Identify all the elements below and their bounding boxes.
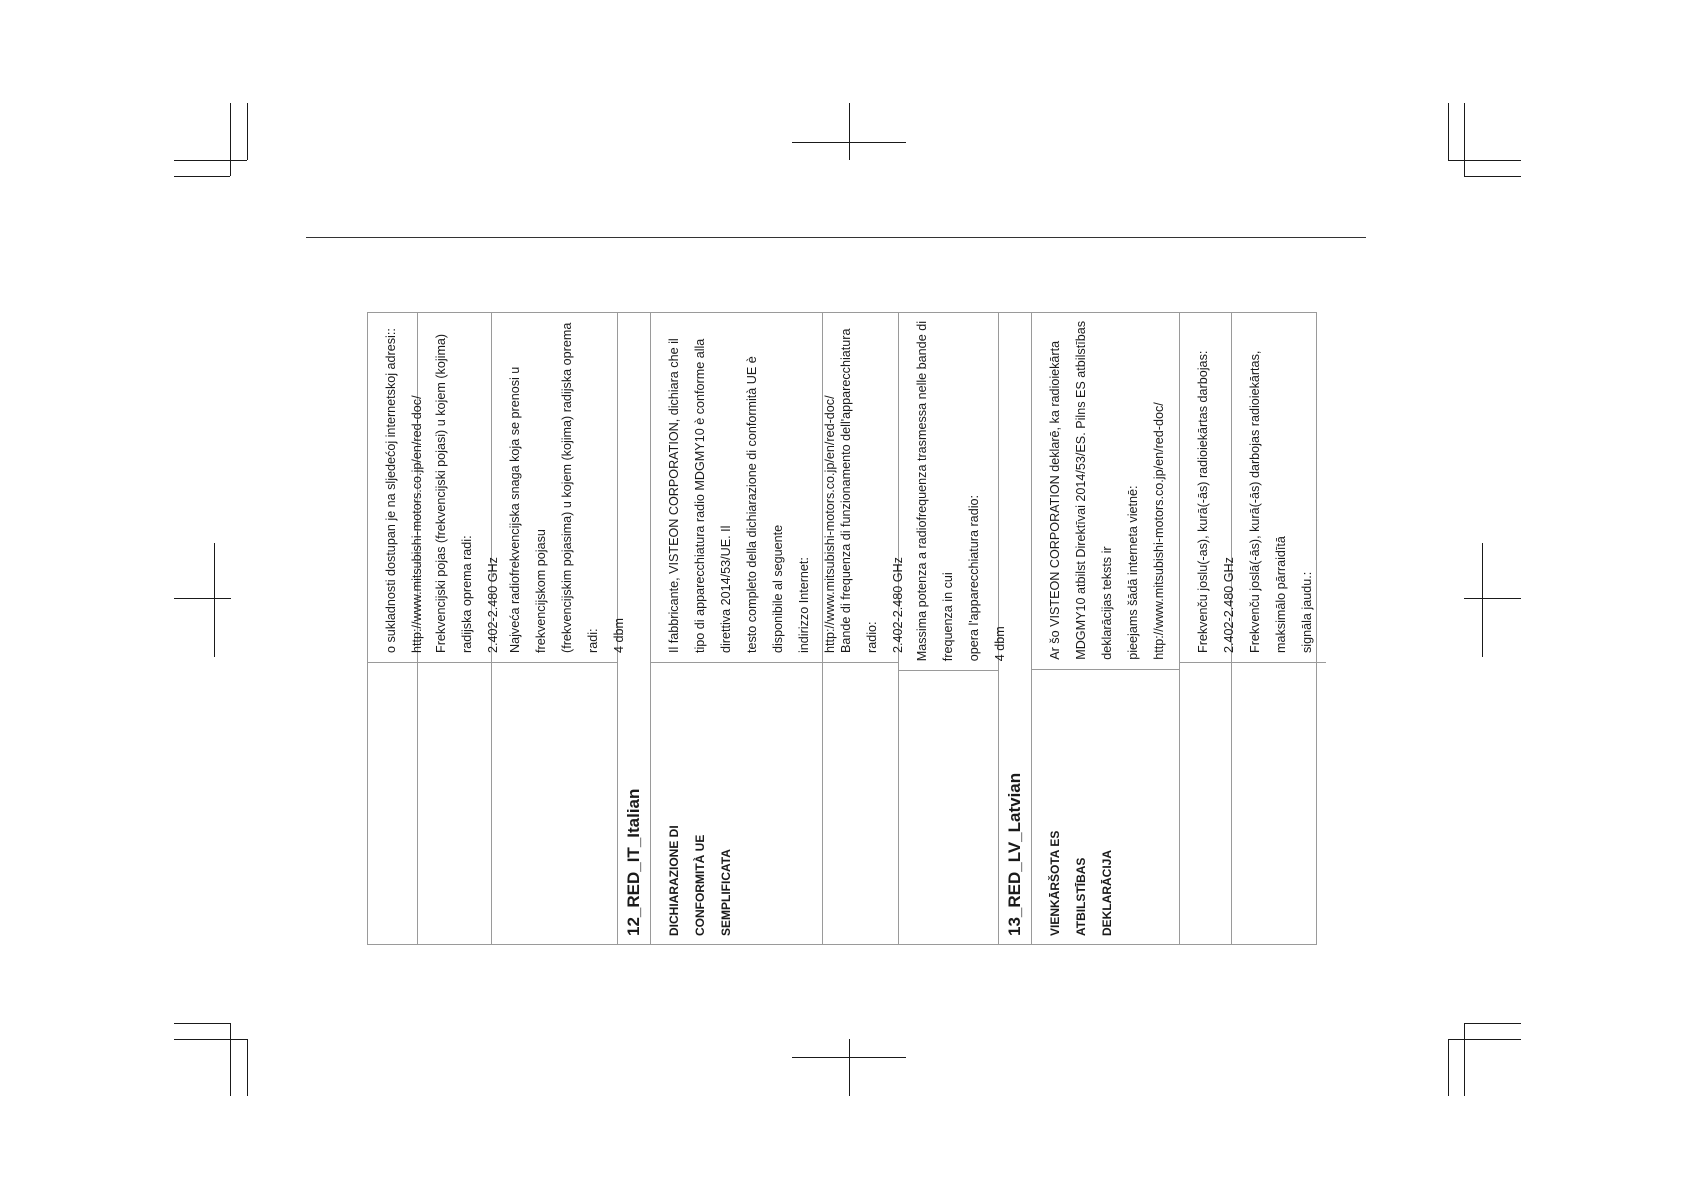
- row-text-line: radi:: [586, 628, 600, 653]
- crop-mark: [1448, 1039, 1449, 1096]
- row-heading-line: DICHIARAZIONE DI: [667, 825, 681, 936]
- row-heading-line: SEMPLIFICATA: [719, 849, 733, 936]
- row-text-line: pieejams šādā interneta vietnē:: [1126, 485, 1140, 660]
- row-text-line: frequenza in cui: [941, 572, 955, 662]
- row-heading-cell: [1232, 662, 1326, 944]
- table-row: [899, 313, 1007, 944]
- row-text-line: opera l'apparecchiatura radio:: [967, 495, 981, 662]
- registration-mark: [849, 1039, 850, 1096]
- table-row: [651, 313, 837, 944]
- row-text-cell: [1232, 313, 1326, 662]
- crop-mark: [1464, 103, 1465, 176]
- crop-mark: [247, 103, 248, 160]
- registration-mark: [792, 1057, 906, 1058]
- crop-mark: [247, 1039, 248, 1096]
- row-text-line: testo completo della dichiarazione di conformità UE è: [745, 356, 759, 653]
- row-text-cell: [1180, 313, 1236, 662]
- row-heading-cell: [899, 670, 998, 944]
- row-heading-line: ATBILSTĪBAS: [1074, 857, 1088, 936]
- registration-mark: [1464, 598, 1521, 599]
- row-text-line: http://www.mitsubishi-motors.co.jp/en/red-doc/: [823, 395, 837, 653]
- row-heading-cell: [418, 662, 491, 944]
- row-text-line: radijska oprema radi:: [460, 535, 474, 653]
- row-text-line: Najveća radiofrekvencijska snaga koja se prenosi u: [508, 366, 522, 653]
- row-heading-cell: [651, 662, 822, 944]
- row-heading-cell: [1180, 662, 1231, 944]
- row-text-line: direttiva 2014/53/UE. Il: [719, 525, 733, 653]
- row-text-line: deklarācijas teksts ir: [1100, 546, 1114, 660]
- table-row: [1180, 313, 1236, 944]
- row-text-cell: [899, 313, 1007, 670]
- crop-mark: [1448, 103, 1449, 160]
- registration-mark: [214, 543, 215, 657]
- row-text-line: disponibile al seguente: [771, 524, 785, 653]
- crop-mark: [174, 176, 230, 177]
- registration-mark: [849, 103, 850, 160]
- row-text-line: radio:: [865, 621, 879, 653]
- row-text-cell: [418, 313, 500, 662]
- row-text-line: Frekvenču joslu(-as), kurā(-ās) radioiekārtas darbojas:: [1196, 350, 1210, 653]
- table-row: [823, 313, 905, 944]
- crop-mark: [174, 1039, 247, 1040]
- row-text-line: Ar šo VISTEON CORPORATION deklarē, ka radioiekārta: [1048, 340, 1062, 660]
- row-text-line: o sukladnosti dostupan je na sljedećoj internetskoj adresi::: [384, 328, 398, 653]
- row-heading-cell: [1032, 669, 1179, 944]
- crop-mark: [1448, 160, 1521, 161]
- row-text-line: 2.402-2.480 GHz: [486, 557, 500, 653]
- row-text-line: Massima potenza a radiofrequenza trasmessa nelle bande di: [915, 321, 929, 662]
- crop-mark: [1448, 1039, 1521, 1040]
- row-text-line: indirizzo Internet:: [797, 557, 811, 653]
- row-text-line: Frekvenču joslā(-ās), kurā(-ās) darbojas radioiekārtas,: [1248, 350, 1262, 653]
- row-text-line: Bande di frequenza di funzionamento dell'apparecchiatura: [839, 328, 853, 653]
- row-heading-cell: [823, 662, 898, 944]
- row-text-cell: [651, 313, 837, 662]
- table-row: [418, 313, 500, 944]
- table-row: [1032, 313, 1180, 944]
- row-text-line: tipo di apparecchiatura radio MDGMY10 è conforme alla: [693, 338, 707, 653]
- registration-mark: [174, 598, 231, 599]
- row-text-line: 4 dbm: [993, 626, 1007, 662]
- row-text-line: (frekvencijskim pojasima) u kojem (kojima) radijska oprema: [560, 322, 574, 653]
- crop-mark: [1464, 176, 1521, 177]
- row-text-cell: [1032, 313, 1179, 669]
- section-title: 12_RED_IT_Italian: [624, 788, 643, 936]
- row-heading-line: DEKLARĀCIJA: [1100, 849, 1114, 936]
- row-heading-cell: [368, 662, 417, 944]
- table-row: [1232, 313, 1326, 944]
- registration-mark: [1482, 543, 1483, 657]
- crop-mark: [1464, 1023, 1465, 1096]
- row-heading-cell: [492, 662, 617, 944]
- row-text-line: http://www.mitsubishi-motors.co.jp/en/red-doc/: [410, 395, 424, 653]
- crop-mark: [230, 103, 231, 176]
- row-text-line: MDGMY10 atbilst Direktīvai 2014/53/ES. Pilns ES atbilstības: [1074, 321, 1088, 660]
- table-row: [368, 313, 424, 944]
- row-text-line: frekvencijskom pojasu: [534, 529, 548, 653]
- row-text-line: Il fabbricante, VISTEON CORPORATION, dichiara che il: [667, 338, 681, 653]
- row-heading-line: VIENKĀRŠOTA ES: [1048, 830, 1062, 936]
- row-heading-line: CONFORMITÀ UE: [693, 834, 707, 936]
- table-row: [492, 313, 626, 944]
- crop-mark: [230, 1023, 231, 1096]
- row-text-line: maksimālo pārraidītā: [1274, 536, 1288, 653]
- crop-mark: [174, 1023, 230, 1024]
- row-text-line: Frekvencijski pojas (frekvencijski pojasi) u kojem (kojima): [434, 333, 448, 653]
- row-text-cell: [823, 313, 905, 662]
- row-text-line: 4 dbm: [612, 617, 626, 653]
- row-text-line: http://www.mitsubishi-motors.co.jp/en/red-doc/: [1152, 402, 1166, 660]
- crop-mark: [174, 160, 247, 161]
- header-rule: [306, 237, 1366, 238]
- row-text-line: 2.402-2.480 GHz: [891, 557, 905, 653]
- row-text-cell: [492, 313, 626, 662]
- section-title: 13_RED_LV_Latvian: [1005, 772, 1024, 936]
- registration-mark: [792, 142, 906, 143]
- row-text-line: 2.402-2.480 GHz: [1222, 557, 1236, 653]
- row-text-line: signāla jaudu.:: [1300, 571, 1314, 653]
- crop-mark: [1464, 1023, 1521, 1024]
- row-text-cell: [368, 313, 424, 662]
- declaration-table: [367, 312, 1317, 945]
